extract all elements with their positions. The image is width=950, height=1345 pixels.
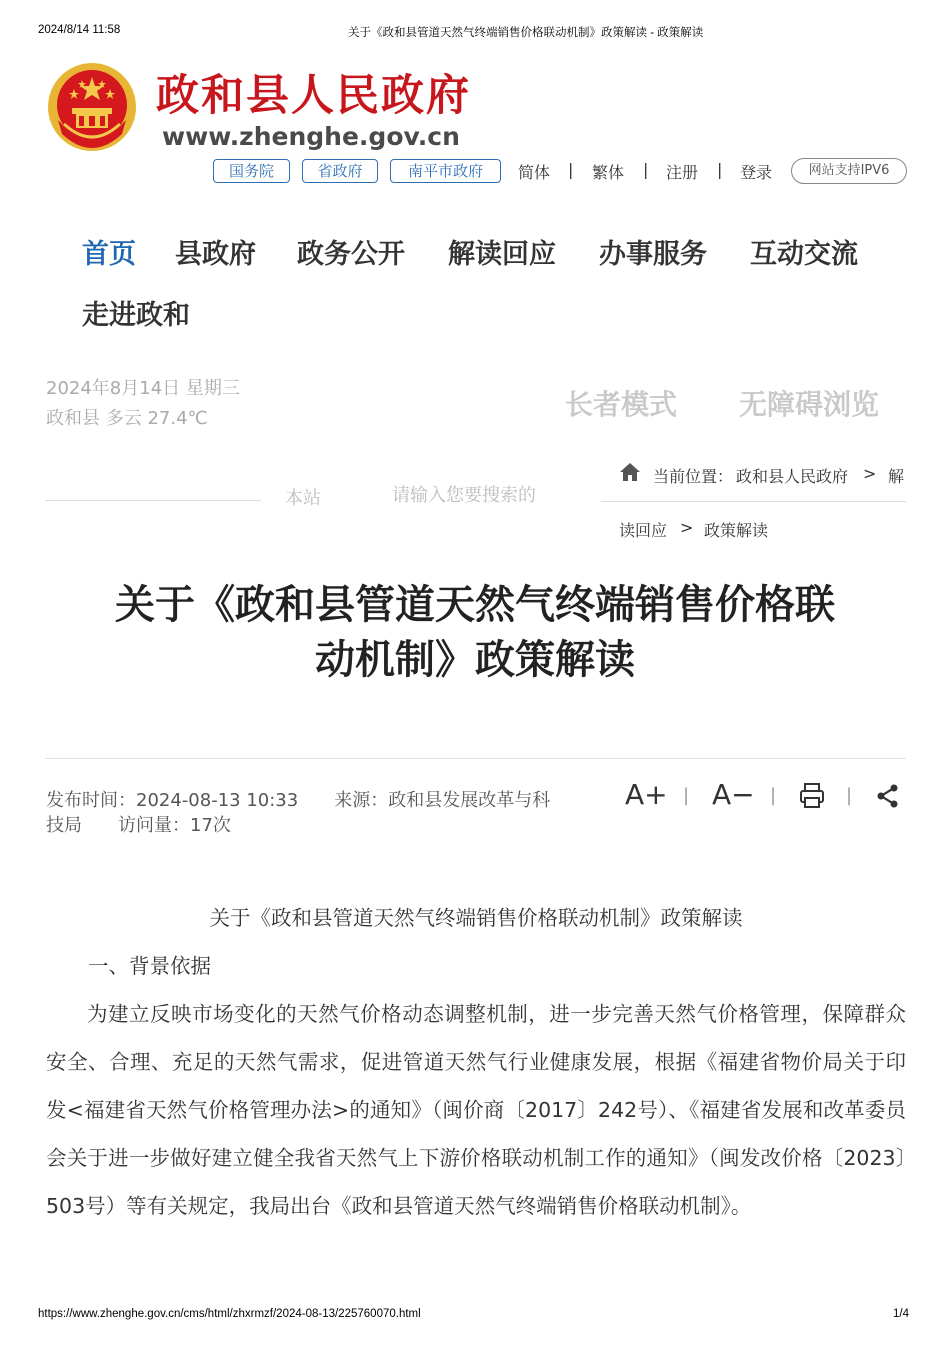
breadcrumb-current[interactable]: 政策解读	[704, 521, 769, 540]
breadcrumb-divider	[601, 501, 906, 502]
link-traditional[interactable]: 繁体	[592, 163, 625, 182]
paragraph: 为建立反映市场变化的天然气价格动态调整机制，进一步完善天然气价格管理，保障群众安全、合理、充足的天然气需求，促进管道天然气行业健康发展，根据《福建省物价局关于印发<福建省天然气价格管理办法>的通知》（闽价商〔2017〕242号）、《福建省发展和改革委员会关于进一步做好建立健全我省天然气上下游价格联动机制工作的通知》（闽发改价格〔2023〕503号）等有关规定，我局出台《政和县管道天然气终端销售价格联动机制》。	[46, 1002, 906, 1218]
link-simplified[interactable]: 简体	[518, 163, 551, 182]
site-title[interactable]: 政和县人民政府	[156, 71, 471, 121]
weather: 政和县 多云 27.4℃	[46, 408, 208, 429]
national-emblem-icon	[44, 58, 140, 156]
separator: |	[770, 785, 777, 806]
print-url: https://www.zhenghe.gov.cn/cms/html/zhxrmzf/2024-08-13/225760070.html	[38, 1308, 421, 1320]
link-nanping-gov[interactable]: 南平市政府	[390, 159, 501, 183]
separator: |	[717, 160, 723, 179]
site-url[interactable]: www.zhenghe.gov.cn	[162, 122, 460, 151]
site-logo[interactable]	[44, 58, 140, 156]
search-scope[interactable]: 本站	[285, 488, 321, 509]
article-body	[46, 990, 906, 1230]
nav-home[interactable]: 首页	[82, 239, 136, 270]
article-meta-line-1: 发布时间：2024-08-13 10:33 来源：政和县发展改革与科	[46, 790, 551, 811]
link-state-council[interactable]: 国务院	[213, 159, 290, 183]
print-datetime: 2024/8/14 11:58	[38, 24, 121, 36]
separator: |	[568, 160, 574, 179]
home-icon[interactable]	[619, 461, 641, 483]
title-divider	[45, 758, 906, 759]
article-title-line-2: 动机制》政策解读	[315, 637, 635, 683]
separator: |	[643, 160, 649, 179]
breadcrumb-section-cont[interactable]: 读回应	[619, 521, 668, 540]
search-divider	[45, 500, 261, 501]
nav-interpretation[interactable]: 解读回应	[448, 239, 556, 270]
article-meta-line-2: 技局 访问量：17次	[46, 815, 231, 836]
print-button[interactable]	[799, 782, 825, 810]
link-province-gov[interactable]: 省政府	[302, 159, 378, 183]
breadcrumb-section[interactable]: 解	[888, 467, 905, 486]
share-button[interactable]	[875, 783, 901, 809]
current-date: 2024年8月14日 星期三	[46, 378, 240, 399]
print-icon	[799, 782, 825, 810]
article-subtitle: 关于《政和县管道天然气终端销售价格联动机制》政策解读	[209, 906, 743, 930]
breadcrumb-sep: >	[680, 518, 694, 537]
nav-county-gov[interactable]: 县政府	[175, 239, 256, 270]
nav-gov-affairs[interactable]: 政务公开	[297, 239, 405, 270]
font-decrease-button[interactable]: A−	[712, 778, 755, 811]
breadcrumb-label: 当前位置：	[653, 467, 734, 486]
link-login[interactable]: 登录	[740, 163, 773, 182]
separator: |	[846, 785, 853, 806]
ipv6-badge: 网站支持IPV6	[791, 158, 907, 184]
nav-about[interactable]: 走进政和	[82, 300, 190, 331]
print-page-number: 1/4	[893, 1308, 909, 1320]
nav-services[interactable]: 办事服务	[599, 239, 707, 270]
breadcrumb-home[interactable]: 政和县人民政府	[736, 467, 849, 486]
article-title-line-1: 关于《政和县管道天然气终端销售价格联	[115, 582, 835, 628]
breadcrumb-sep: >	[863, 464, 877, 483]
font-increase-button[interactable]: A+	[625, 778, 668, 811]
link-register[interactable]: 注册	[666, 163, 699, 182]
section-heading: 一、背景依据	[88, 954, 211, 978]
elder-mode-button[interactable]: 长者模式	[565, 388, 678, 421]
separator: |	[683, 785, 690, 806]
print-doc-title: 关于《政和县管道天然气终端销售价格联动机制》政策解读 - 政策解读	[348, 27, 704, 39]
share-icon	[875, 783, 901, 809]
article-title	[60, 578, 890, 688]
search-input[interactable]	[392, 482, 542, 508]
accessibility-button[interactable]: 无障碍浏览	[739, 388, 880, 421]
home-icon-svg	[619, 461, 641, 483]
nav-interaction[interactable]: 互动交流	[750, 239, 858, 270]
